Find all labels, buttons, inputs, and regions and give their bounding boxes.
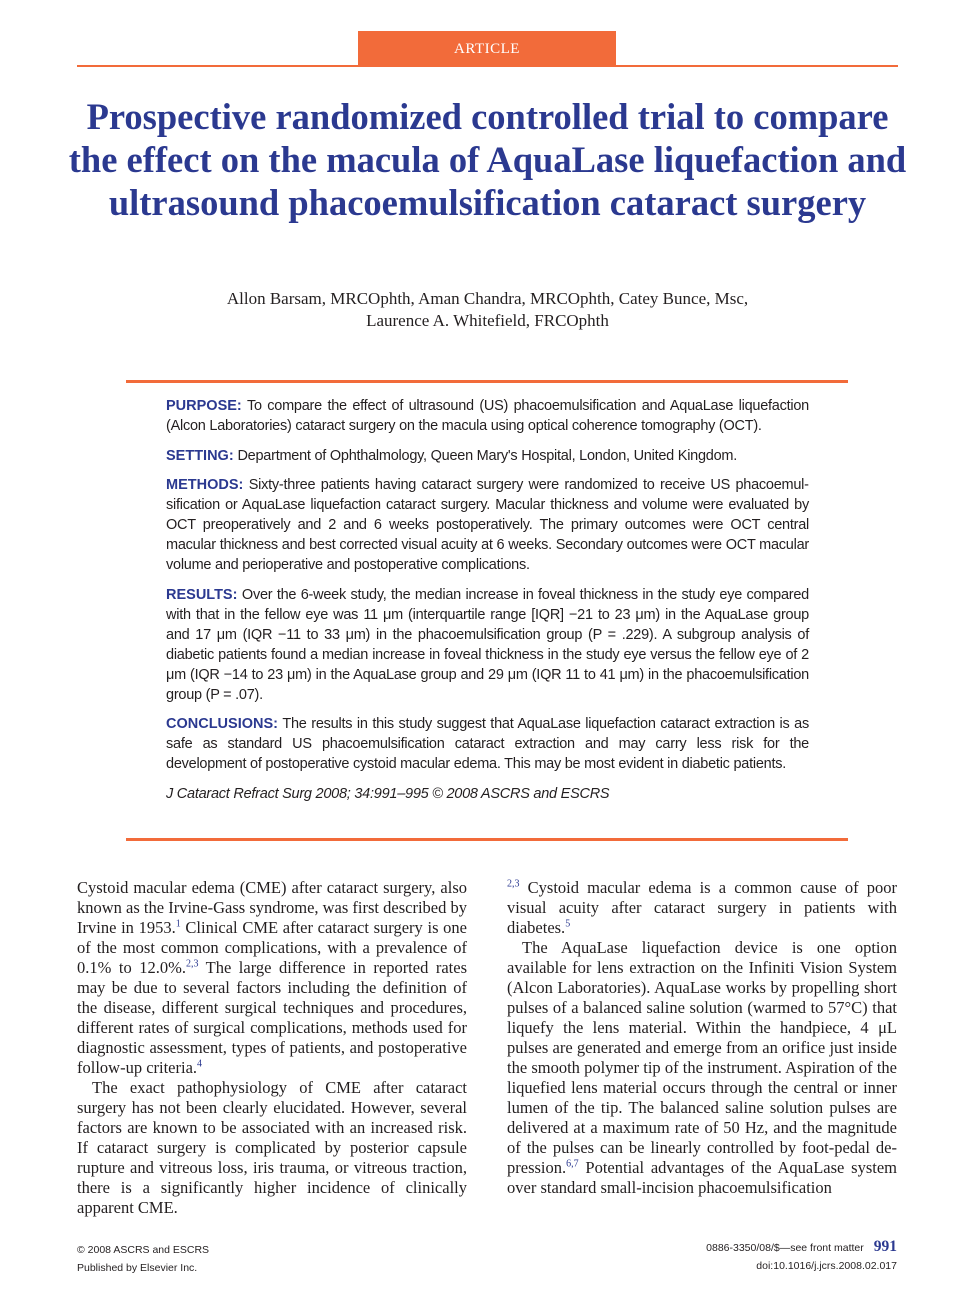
abstract-methods [166, 475, 809, 575]
authors-line-2: Laurence A. Whitefield, FRCOphth [366, 311, 609, 330]
body-paragraph-2 [77, 1078, 467, 1218]
setting-label: SETTING: [166, 447, 234, 464]
results-label: RESULTS: [166, 586, 238, 603]
abstract [166, 396, 809, 813]
abstract-conclusions [166, 714, 809, 774]
abstract-purpose [166, 396, 809, 436]
body-paragraph-2-continued [507, 878, 897, 938]
abstract-bottom-rule [126, 838, 848, 841]
abstract-setting [166, 446, 809, 466]
p1-text-c: The large difference in reported rates may be due to several factors including the definition of the disease, different surgical techniques and procedures, different rates of surgical complications, methods used for diagnostic assessment, types of patients, and postoperative follow-up criteria. [77, 958, 467, 1077]
p3-text-a: The AquaLase liquefaction device is one option available for lens extraction on the Infiniti Vision System (Alcon Laboratories). AquaLase works by propelling short pulses of a balanced saline solution (warmed to 57°C) that liquefy the lens material. Within the handpiece, 4 μL pulses are generated and emerge from an orifice just inside the smooth polymer tip of the instrument. Aspiration of the liquefied lens material occurs through the central or inner lumen of the tip. The balanced saline solution pulses are delivered at a maximum rate of 50 Hz, and the magnitude of the pulses can be linearly controlled by foot-pedal depression. [507, 938, 897, 1177]
page-number: 991 [873, 1238, 897, 1255]
authors-line-1: Allon Barsam, MRCOphth, Aman Chandra, MRCOphth, Catey Bunce, Msc, [226, 289, 749, 308]
conclusions-text: The results in this study suggest that AquaLase liquefaction cataract extraction is as safe as standard US phacoemulsification cataract extraction and may carry less risk for the development of postoperative cystoid macular edema. This may be most evident in diabetic patients. [166, 716, 809, 772]
setting-text: Department of Ophthalmology, Queen Mary's Hospital, London, United Kingdom. [237, 447, 738, 464]
section-tab: ARTICLE [358, 31, 616, 65]
reference-link[interactable]: 6,7 [566, 1158, 579, 1170]
methods-text: Sixty-three patients having cataract surgery were randomized to receive US phacoemulsification or AquaLase liquefaction cataract surgery. Macular thickness and volume were evaluated by OCT preoperatively and 2 and 6 weeks postoperatively. The primary outcomes were OCT central macular thickness and best corrected visual acuity at 6 weeks. Secondary outcomes were OCT macular volume and perioperative and postoperative complications. [166, 477, 809, 573]
author-list [100, 288, 875, 332]
footer-right [706, 1238, 897, 1275]
p3-text-b: Potential advantages of the AquaLase system over standard small-incision phacoemulsification [507, 1158, 897, 1197]
p1-text-b: Clinical CME after cataract surgery is one of the most common complications, with a prevalence of 0.1% to 12.0%. [77, 918, 467, 977]
p2-text-b: Cystoid macular edema is a common cause of poor visual acuity after cataract surgery in patients with diabetes. [507, 878, 897, 937]
p1-text-a: Cystoid macular edema (CME) after cataract surgery, also known as the Irvine-Gass syndrome, was first described by Irvine in 1953. [77, 878, 467, 937]
conclusions-label: CONCLUSIONS: [166, 716, 278, 732]
purpose-text: To compare the effect of ultrasound (US) phacoemulsification and AquaLase liquefaction (Alcon Laboratories) cataract surgery on the macula using optical coherence tomography (OCT). [166, 398, 809, 434]
methods-label: METHODS: [166, 477, 244, 493]
reference-link[interactable]: 5 [565, 918, 571, 930]
body-column-left [77, 878, 467, 1218]
issn: 0886-3350/08/$—see front matter [706, 1242, 864, 1254]
p2-text-a: The exact pathophysiology of CME after cataract surgery has not been clearly elucidated. However, several factors are known to be associated with an increased risk. If cataract surgery is complicated by posterior capsule rupture and vitreous loss, iris trauma, or vitreous traction, there is a significantly higher incidence of clinically apparent CME. [77, 1078, 467, 1217]
reference-link[interactable]: 4 [197, 1058, 203, 1070]
abstract-results [166, 585, 809, 705]
purpose-label: PURPOSE: [166, 398, 242, 414]
article-title: Prospective randomized controlled trial to compare the effect on the macula of AquaLase liquefaction and ultrasound phacoemulsification cataract surgery [68, 96, 907, 223]
doi-link[interactable]: doi:10.1016/j.jcrs.2008.02.017 [756, 1260, 897, 1272]
reference-link[interactable]: 2,3 [185, 958, 199, 970]
results-text: Over the 6-week study, the median increase in foveal thickness in the study eye compared with that in the fellow eye was 11 μm (interquartile range [IQR] −21 to 23 μm) in the AquaLase group and 17 μm (IQR −11 to 33 μm) in the phacoemulsification group (P = .229). A subgroup analysis of diabetic patients found a median increase in foveal thickness in the study eye versus the fellow eye of 2 μm (IQR −14 to 23 μm) in the AquaLase group and 29 μm (IQR 11 to 41 μm) in the phacoemulsification group (P = .07). [166, 586, 809, 703]
publisher: Published by Elsevier Inc. [77, 1262, 198, 1274]
copyright: © 2008 ASCRS and ESCRS [77, 1244, 210, 1256]
header-rule [77, 65, 898, 67]
abstract-top-rule [126, 380, 848, 383]
body-paragraph-1 [77, 878, 467, 1078]
body-column-right [507, 878, 897, 1198]
body-paragraph-3 [507, 938, 897, 1198]
journal-citation: J Cataract Refract Surg 2008; 34:991–995 © 2008 ASCRS and ESCRS [166, 785, 610, 802]
reference-link[interactable]: 2,3 [507, 878, 520, 890]
reference-link[interactable]: 1 [175, 918, 181, 930]
footer-left [77, 1241, 209, 1277]
